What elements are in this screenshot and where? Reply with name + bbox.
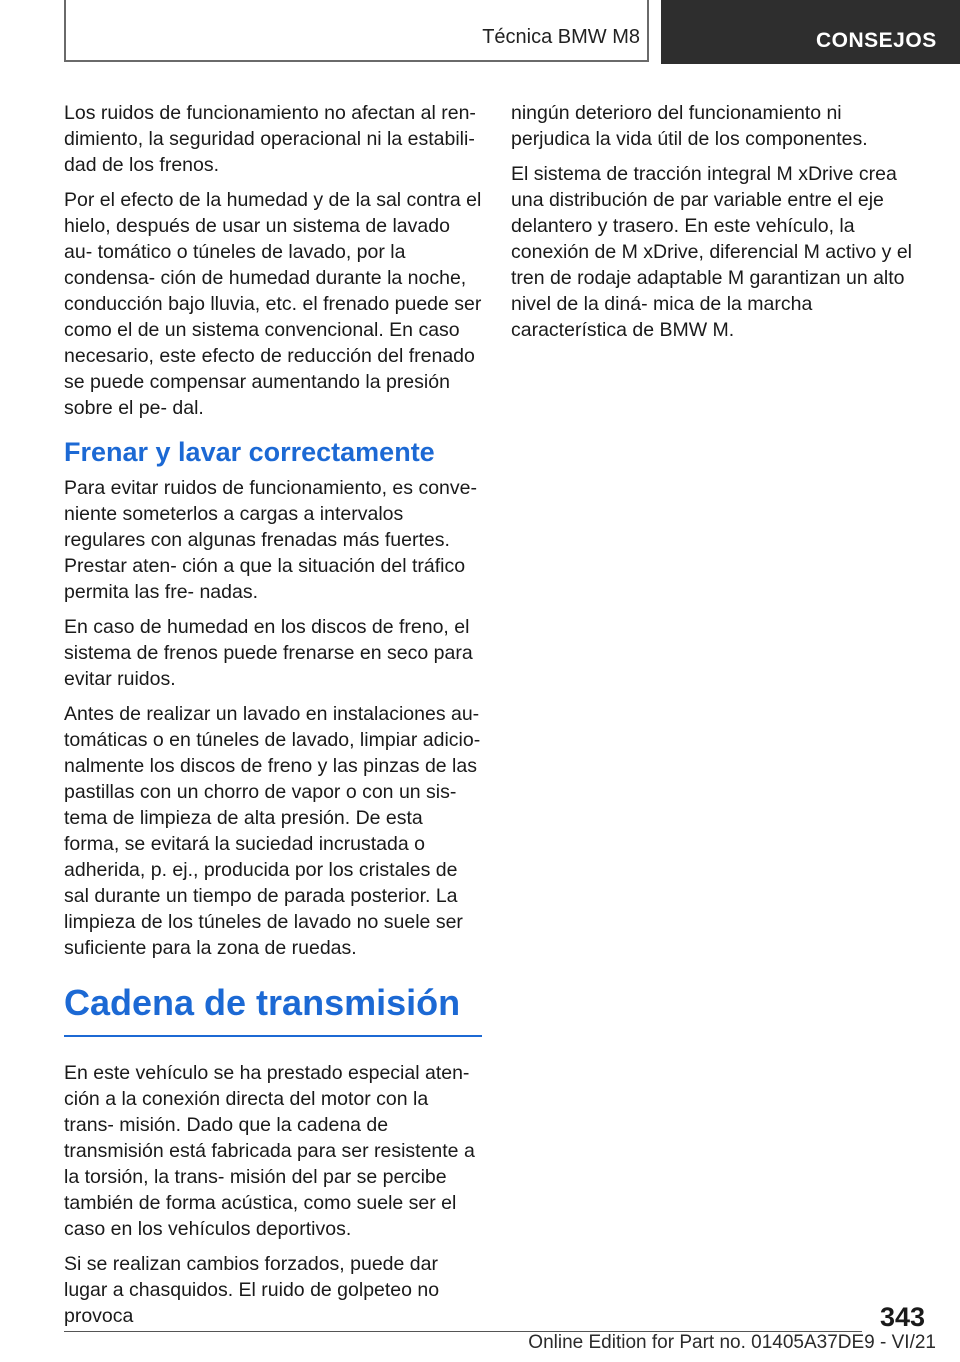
page-number: 343 [879,1302,925,1332]
edition-footer: Online Edition for Part no. 01405A37DE9 - VI/21 [528,1332,936,1353]
paragraph: En caso de humedad en los discos de freno, el sistema de frenos puede frenarse en seco para evitar ruidos. [64,616,473,690]
chapter-tab[interactable]: CONSEJOS [661,0,960,64]
paragraph: Para evitar ruidos de funcionamiento, es conve- niente someterlos a cargas a intervalos regulares con algunas frenadas más fuertes. Prestar aten- ción a que la situación del tráfico permita las fre- nadas. [64,477,477,603]
subheading-brake-wash: Frenar y lavar correctamente [64,437,435,467]
section-title: Técnica BMW M8 [482,26,640,48]
paragraph: ningún deterioro del funcionamiento ni perjudica la vida útil de los componentes. [511,102,868,150]
paragraph: Si se realizan cambios forzados, puede dar lugar a chasquidos. El ruido de golpeteo no provoca [64,1253,440,1327]
right-column [511,100,925,352]
paragraph: En este vehículo se ha prestado especial aten- ción a la conexión directa del motor con la trans- misión. Dado que la cadena de transmisión está fabricada para ser resistente a la torsión, la trans- misión del par se percibe también de forma acústica, como suele ser el caso en los vehículos deportivos. [64,1062,475,1240]
header-frame [64,0,649,62]
left-column [64,100,482,1338]
paragraph: El sistema de tracción integral M xDrive crea una distribución de par variable entre el eje delantero y trasero. En este vehículo, la conexión de M xDrive, diferencial M activo y el tren de rodaje adaptable M garantizan un alto nivel de la diná- mica de la marcha característica de BMW M. [511,163,912,341]
paragraph: Antes de realizar un lavado en instalaciones au- tomáticas o en túneles de lavado, limpiar adicio- nalmente los discos de freno y las pinzas de las pastillas con un chorro de vapor o con un sis- tema de limpieza de alta presión. De esta forma, se evitará la suciedad incrustada o adherida, p. ej., producida por los cristales de sal durante un tiempo de parada posterior. La limpieza de los túneles de lavado no suele ser suficiente para la zona de ruedas. [64,703,481,959]
heading-drive-chain: Cadena de transmisión [64,981,482,1037]
paragraph: Los ruidos de funcionamiento no afectan al ren- dimiento, la seguridad operacional ni la estabili- dad de los frenos. [64,102,476,176]
paragraph: Por el efecto de la humedad y de la sal contra el hielo, después de usar un sistema de lavado au- tomático o túneles de lavado, por la condensa- ción de humedad durante la noche, conducción bajo lluvia, etc. el frenado puede ser como el de un sistema convencional. En caso necesario, este efecto de reducción del frenado se puede compensar aumentando la presión sobre el pe- dal. [64,189,482,419]
